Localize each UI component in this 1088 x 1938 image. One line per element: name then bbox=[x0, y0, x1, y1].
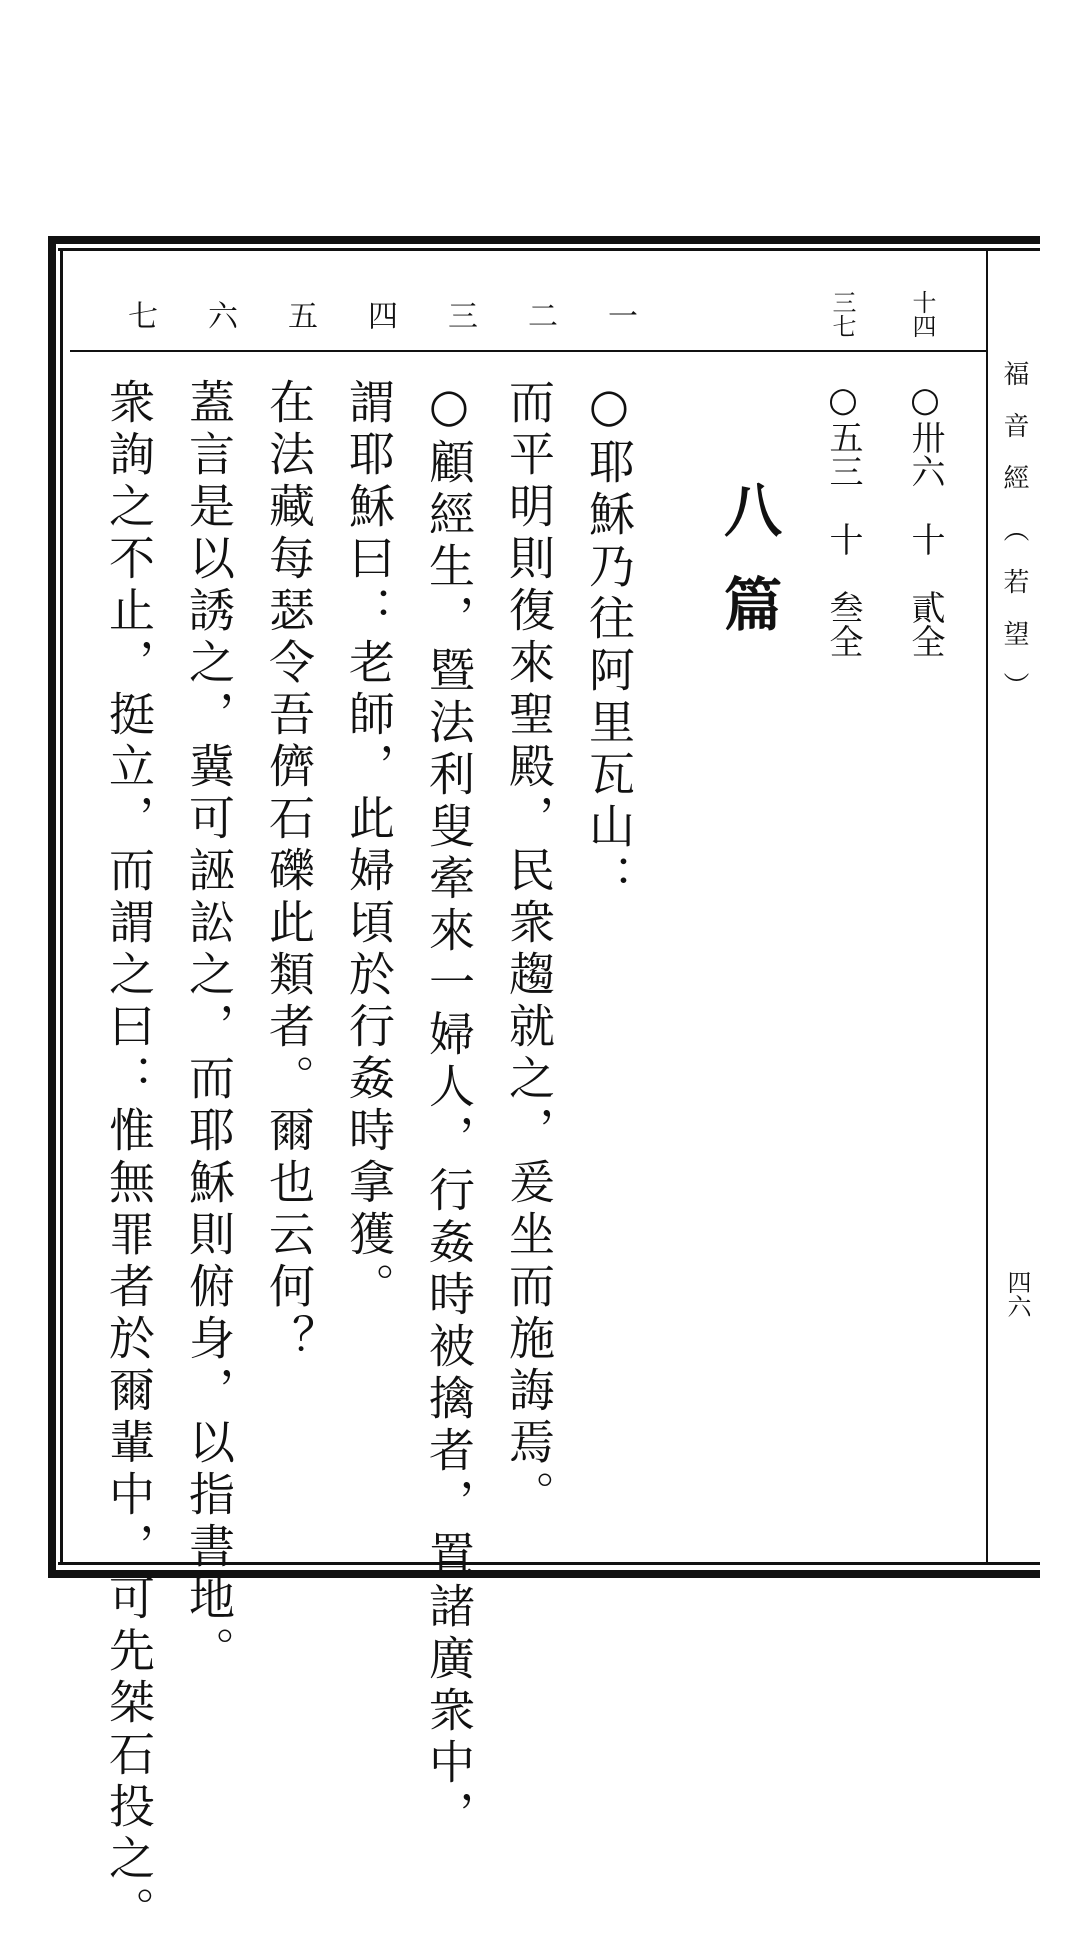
verse-number-6: 六 bbox=[202, 300, 237, 330]
verse-number-3: 三 bbox=[442, 300, 477, 330]
page-number: 四六 bbox=[1003, 1270, 1031, 1318]
chapter-heading: 八篇 bbox=[714, 480, 782, 668]
frame-left-inner-border bbox=[60, 248, 63, 1565]
verse-text-3: ○顧經生，暨法利叟牽來一婦人，行姦時被擒者，置諸廣衆中， bbox=[422, 378, 476, 1842]
verse-text-5: 在法藏每瑟令吾儕石礫此類者。爾也云何？ bbox=[262, 378, 316, 1366]
verse-number-7: 七 bbox=[122, 300, 157, 330]
verse-text-1: ○耶穌乃往阿里瓦山： bbox=[582, 378, 636, 906]
verse-number-rule bbox=[70, 350, 986, 352]
verse-text-2: 而平明則復來聖殿，民衆趨就之，爰坐而施誨焉。 bbox=[502, 378, 556, 1522]
verse-text-6: 蓋言是以誘之，冀可誣訟之，而耶穌則俯身，以指書地。 bbox=[182, 378, 236, 1678]
frame-top-inner-border bbox=[58, 248, 1040, 251]
verse-number-5: 五 bbox=[282, 300, 317, 330]
verse-number-4: 四 bbox=[362, 300, 397, 330]
xref-1-head: 十四 bbox=[908, 290, 936, 338]
frame-left-border bbox=[48, 236, 56, 1578]
verse-number-2: 二 bbox=[522, 300, 557, 330]
xref-1-text: ○卅六 十 貳全 bbox=[905, 380, 945, 658]
frame-right-border bbox=[986, 248, 988, 1565]
running-title: 福音經（若望） bbox=[999, 360, 1029, 724]
verse-text-4: 謂耶穌曰：老師，此婦頃於行姦時拿獲。 bbox=[342, 378, 396, 1314]
verse-text-7: 衆詢之不止，挺立，而謂之曰：惟無罪者於爾輩中，可先桀石投之。 bbox=[102, 378, 156, 1938]
xref-2-head: 三七 bbox=[828, 290, 856, 338]
verse-number-1: 一 bbox=[602, 300, 637, 330]
xref-2-text: ○五三 十 叁全 bbox=[823, 380, 863, 658]
frame-top-border bbox=[48, 236, 1040, 244]
